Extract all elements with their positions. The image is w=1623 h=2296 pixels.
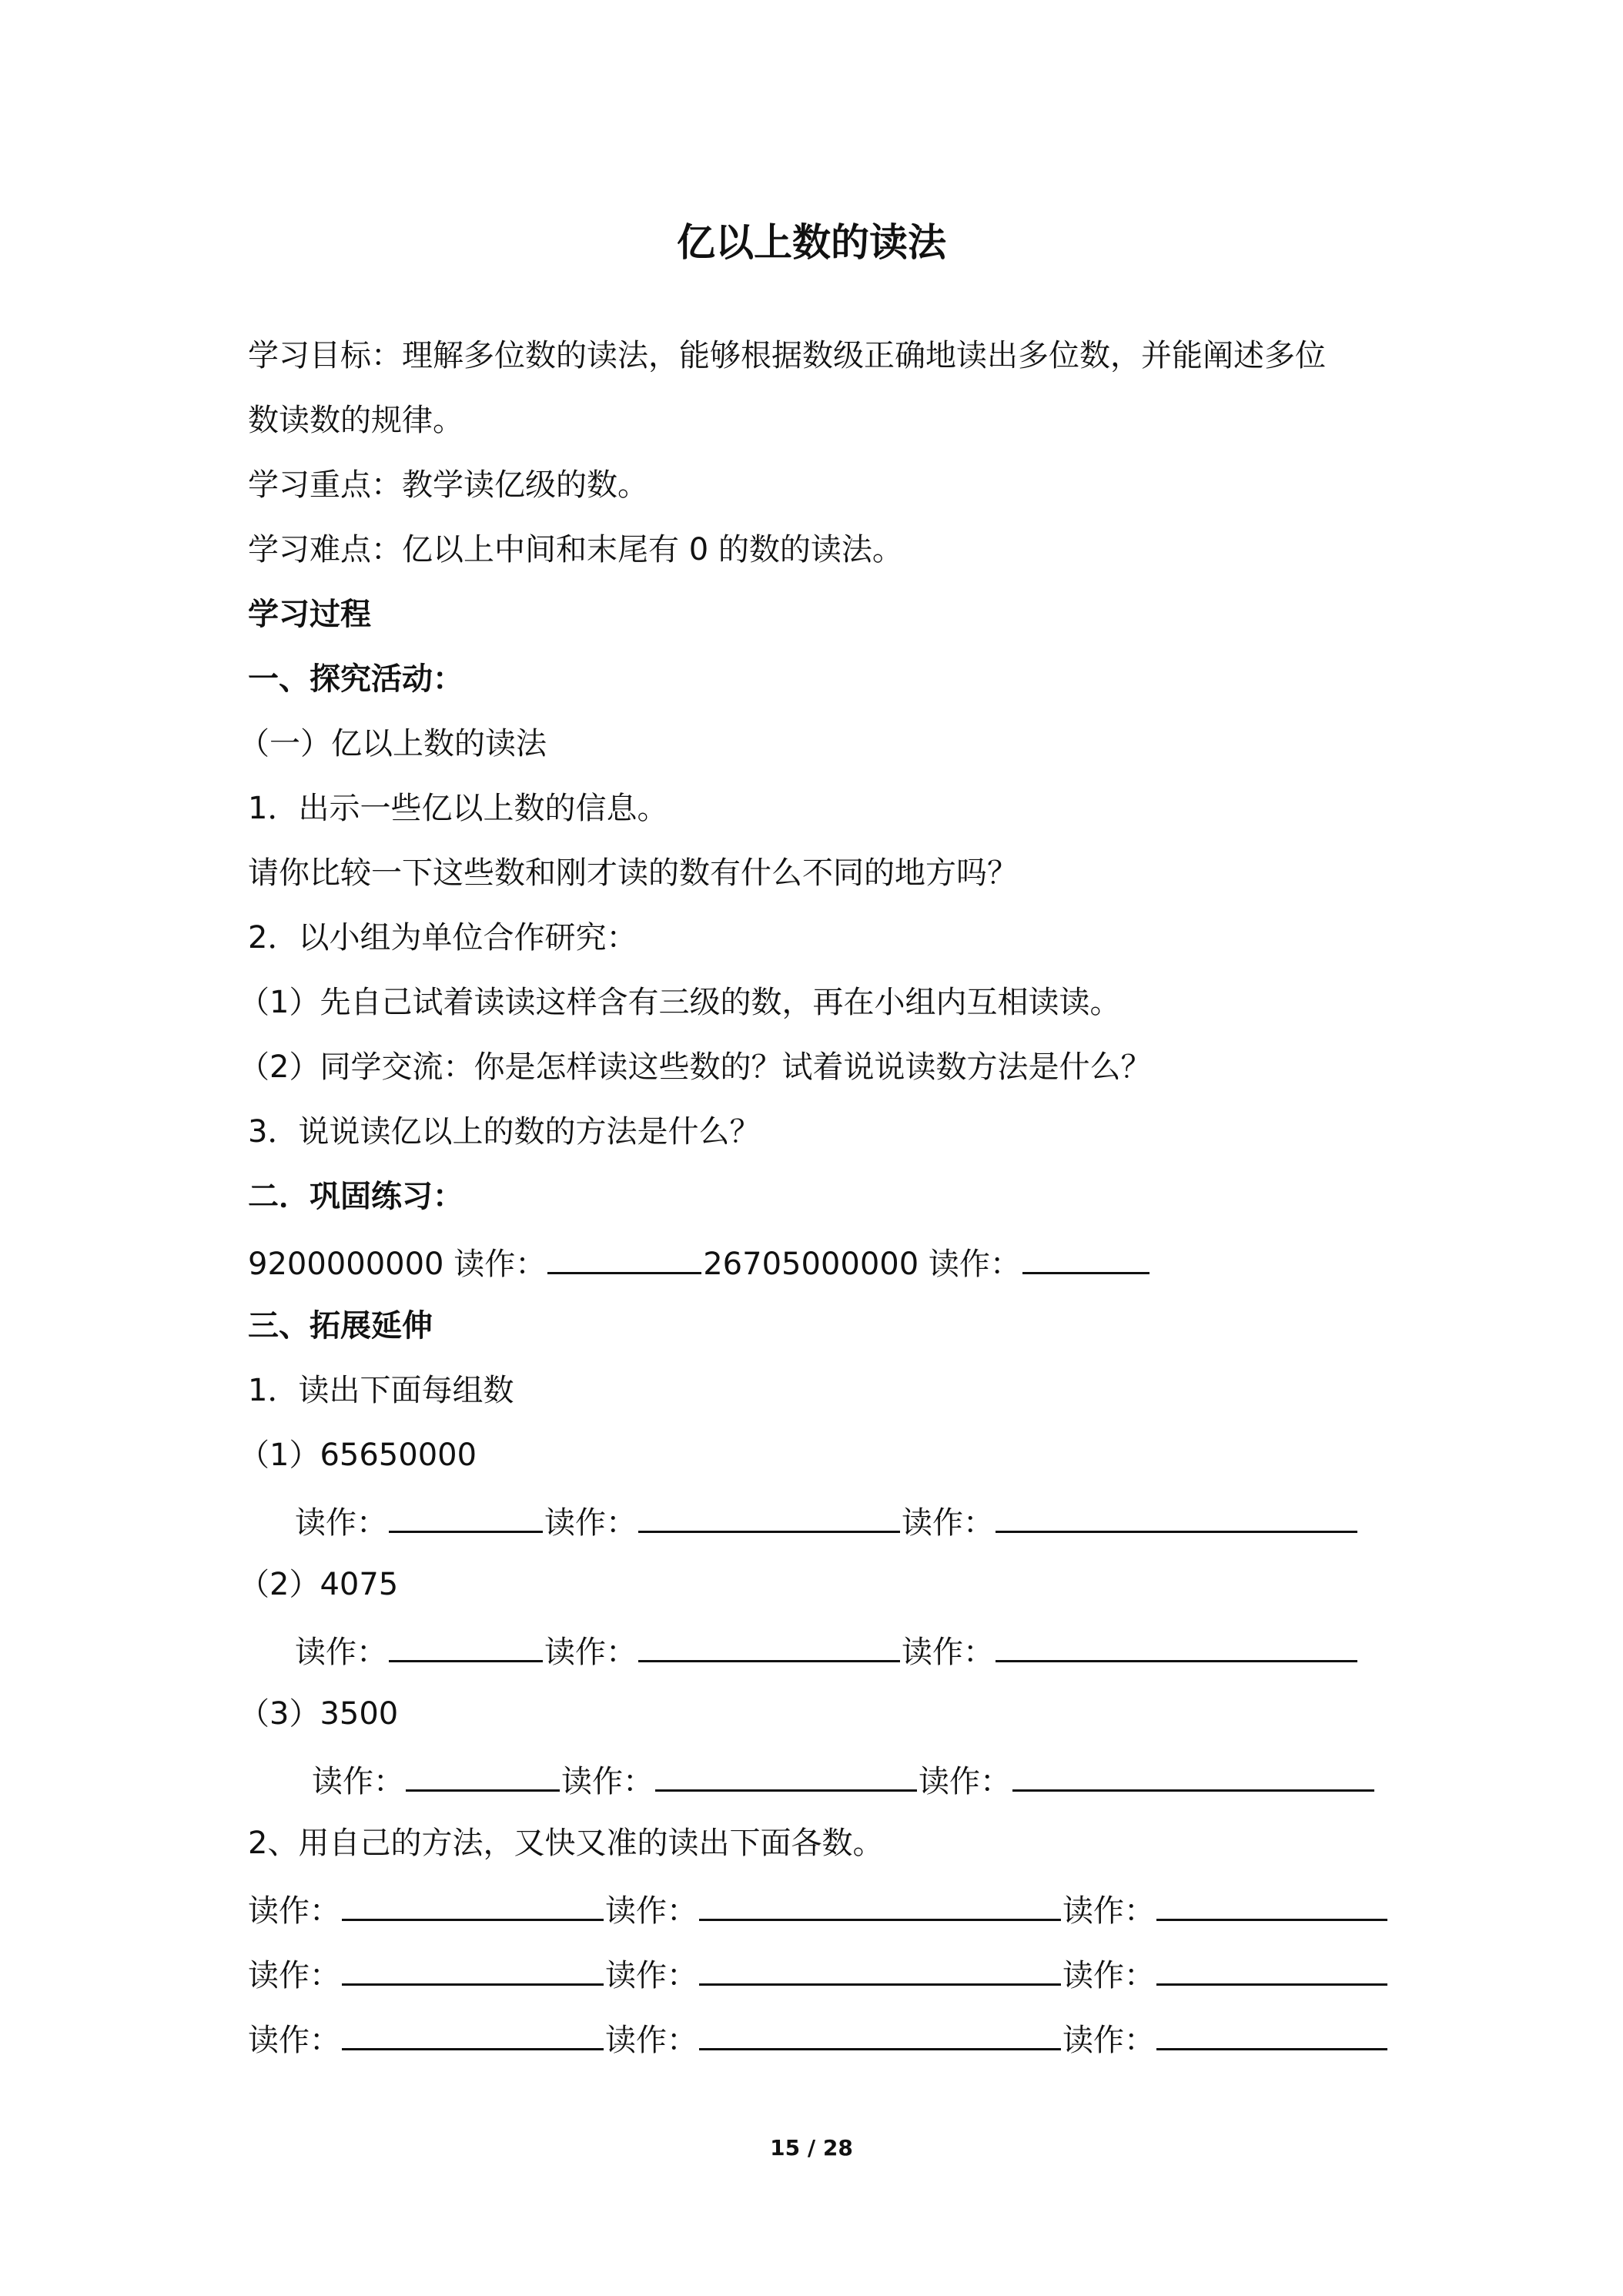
task2: 2、用自己的方法，又快又准的读出下面各数。	[248, 1826, 884, 1861]
read-label: 读作：	[605, 1893, 698, 1929]
goal-line-1: 学习目标：理解多位数的读法，能够根据数级正确地读出多位数，并能阐述多位	[248, 338, 1326, 373]
answer-blank[interactable]	[342, 1950, 604, 1986]
answer-blank[interactable]	[1156, 2014, 1387, 2050]
group-1-number: （1）65650000	[239, 1438, 477, 1473]
practice-line	[248, 1238, 1403, 1287]
read-label: 读作：	[248, 1958, 340, 1993]
read-label: 读作：	[295, 1505, 387, 1541]
answer-blank[interactable]	[342, 1885, 604, 1921]
section1-heading: 一、探究活动：	[248, 661, 463, 697]
answer-blank[interactable]	[699, 2014, 1061, 2050]
answer-blank[interactable]	[342, 2014, 604, 2050]
item2-2: （2）同学交流：你是怎样读这些数的？试着说说读数方法是什么？	[239, 1049, 1152, 1085]
read-label: 读作：	[312, 1764, 404, 1799]
answer-blank[interactable]	[996, 1497, 1357, 1533]
read-label: 读作：	[902, 1635, 994, 1670]
page-number: 15 / 28	[770, 2135, 853, 2160]
process-heading: 学习过程	[248, 597, 371, 632]
answer-blank[interactable]	[655, 1755, 917, 1792]
section2-heading: 二．巩固练习：	[248, 1179, 463, 1214]
task1: 1．读出下面每组数	[248, 1373, 514, 1408]
read-label: 读作：	[248, 2023, 340, 2058]
answer-blank[interactable]	[699, 1950, 1061, 1986]
answer-blank[interactable]	[1156, 1950, 1387, 1986]
read-label: 读作：	[1062, 1893, 1155, 1929]
task2-answers-row	[248, 1885, 1403, 1934]
item2-1: （1）先自己试着读读这样含有三级的数，再在小组内互相读读。	[239, 985, 1121, 1020]
answer-blank[interactable]	[389, 1626, 543, 1662]
task2-answers-row	[248, 2014, 1403, 2063]
item1-question: 请你比较一下这些数和刚才读的数有什么不同的地方吗？	[248, 855, 1018, 891]
answer-blank[interactable]	[638, 1626, 900, 1662]
page-title: 亿以上数的读法	[677, 220, 946, 265]
answer-blank[interactable]	[1156, 1885, 1387, 1921]
section3-heading: 三、拓展延伸	[248, 1308, 433, 1344]
read-label: 读作：	[295, 1635, 387, 1670]
group-2-number: （2）4075	[239, 1567, 399, 1602]
item1: 1．出示一些亿以上数的信息。	[248, 791, 668, 826]
answer-blank[interactable]	[389, 1497, 543, 1533]
group-1-answers	[295, 1497, 1450, 1546]
read-label: 读作：	[605, 1958, 698, 1993]
group-3-answers	[312, 1755, 1467, 1805]
read-label: 读作：	[443, 1247, 547, 1282]
answer-blank[interactable]	[547, 1238, 701, 1274]
task2-answers-row	[248, 1950, 1403, 1999]
read-label: 读作：	[544, 1635, 637, 1670]
read-label: 读作：	[1062, 2023, 1155, 2058]
number-b: 26705000000	[703, 1247, 919, 1282]
item2: 2．以小组为单位合作研究：	[248, 920, 637, 956]
answer-blank[interactable]	[1012, 1755, 1374, 1792]
group-2-answers	[295, 1626, 1450, 1675]
answer-blank[interactable]	[996, 1626, 1357, 1662]
difficulty: 学习难点：亿以上中间和末尾有 0 的数的读法。	[248, 532, 903, 567]
section1-subheading: （一）亿以上数的读法	[239, 726, 547, 761]
answer-blank[interactable]	[699, 1885, 1061, 1921]
read-label: 读作：	[605, 2023, 698, 2058]
answer-blank[interactable]	[406, 1755, 560, 1792]
goal-line-2: 数读数的规律。	[248, 403, 463, 438]
read-label: 读作：	[902, 1505, 994, 1541]
group-3-number: （3）3500	[239, 1696, 399, 1732]
read-label: 读作：	[544, 1505, 637, 1541]
item3: 3．说说读亿以上的数的方法是什么？	[248, 1114, 761, 1150]
key-point: 学习重点：教学读亿级的数。	[248, 467, 648, 503]
number-a: 9200000000	[248, 1247, 444, 1282]
read-label: 读作：	[248, 1893, 340, 1929]
read-label: 读作：	[919, 1247, 1021, 1282]
read-label: 读作：	[1062, 1958, 1155, 1993]
read-label: 读作：	[561, 1764, 654, 1799]
read-label: 读作：	[919, 1764, 1011, 1799]
answer-blank[interactable]	[1022, 1238, 1149, 1274]
answer-blank[interactable]	[638, 1497, 900, 1533]
